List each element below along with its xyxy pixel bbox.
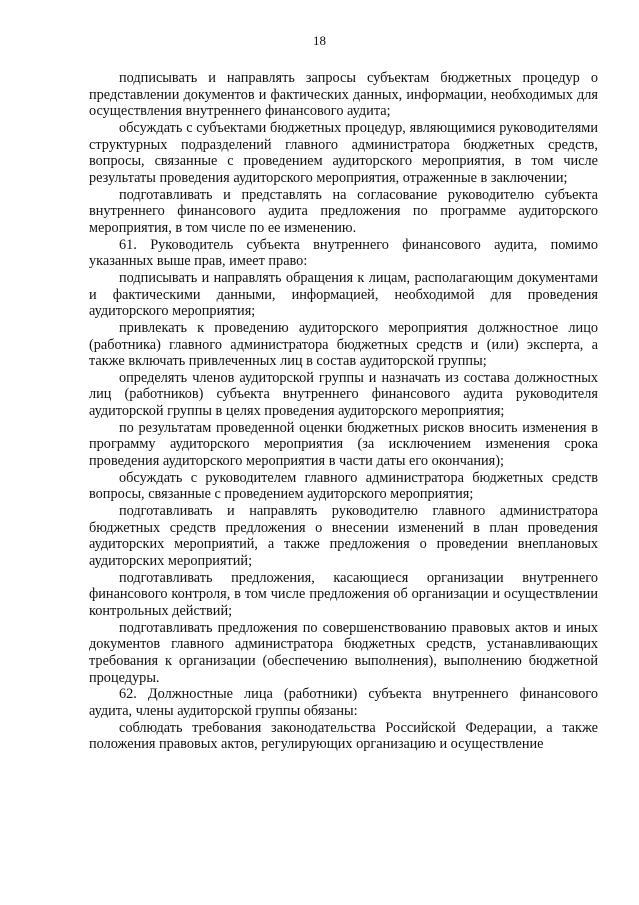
paragraph: по результатам проведенной оценки бюджетных рисков вносить изменения в программу аудиторского мероприятия (за исключением изменения срока проведения аудиторского мероприятия в части даты его окончания); <box>89 419 598 470</box>
page-number: 18 <box>313 33 326 48</box>
paragraph: подготавливать предложения по совершенствованию правовых актов и иных документов главного администратора бюджетных средств, устанавливающих требования к организации (обеспечению выполнения), выполнению бюджетной процедуры. <box>89 619 598 686</box>
section-62-paragraph: 62. Должностные лица (работники) субъекта внутреннего финансового аудита, члены аудиторской группы обязаны: <box>89 686 598 719</box>
paragraph: подготавливать предложения, касающиеся организации внутреннего финансового контроля, в том числе предложения об организации и осуществлении контрольных действий; <box>89 569 598 619</box>
paragraph: подготавливать и направлять руководителю главного администратора бюджетных средств предложения о внесении изменений в план проведения аудиторских мероприятий, а также предложения о проведении внеплановых аудиторских мероприятий; <box>89 503 598 570</box>
paragraph: подписывать и направлять обращения к лицам, располагающим документами и фактическими данными, информацией, необходимой для проведения аудиторского мероприятия; <box>89 269 598 320</box>
paragraph: определять членов аудиторской группы и назначать из состава должностных лиц (работников) субъекта внутреннего финансового аудита руководителя аудиторской группы в целях проведения аудиторского мероприятия; <box>89 369 598 420</box>
paragraph: привлекать к проведению аудиторского мероприятия должностное лицо (работника) главного администратора бюджетных средств и (или) эксперта, а также включать привлеченных лиц в состав аудиторской группы; <box>89 319 598 370</box>
section-61-paragraph: 61. Руководитель субъекта внутреннего финансового аудита, помимо указанных выше прав, имеет право: <box>89 236 598 270</box>
paragraph: обсуждать с руководителем главного администратора бюджетных средств вопросы, связанные с проведением аудиторского мероприятия; <box>89 469 598 503</box>
paragraph: обсуждать с субъектами бюджетных процедур, являющимися руководителями структурных подразделений главного администратора бюджетных средств, вопросы, связанные с проведением аудиторского мероприятия, в том числе результаты проведения аудиторского мероприятия, отраженные в заключении; <box>89 119 598 186</box>
paragraph: подготавливать и представлять на согласование руководителю субъекта внутреннего финансового аудита предложения по программе аудиторского мероприятия, в том числе по ее изменению. <box>89 186 598 236</box>
document-body <box>89 70 598 753</box>
paragraph: подписывать и направлять запросы субъектам бюджетных процедур о представлении документов и фактических данных, информации, необходимых для осуществления внутреннего финансового аудита; <box>89 70 598 120</box>
paragraph: соблюдать требования законодательства Российской Федерации, а также положения правовых актов, регулирующих организацию и осуществление <box>89 719 598 753</box>
